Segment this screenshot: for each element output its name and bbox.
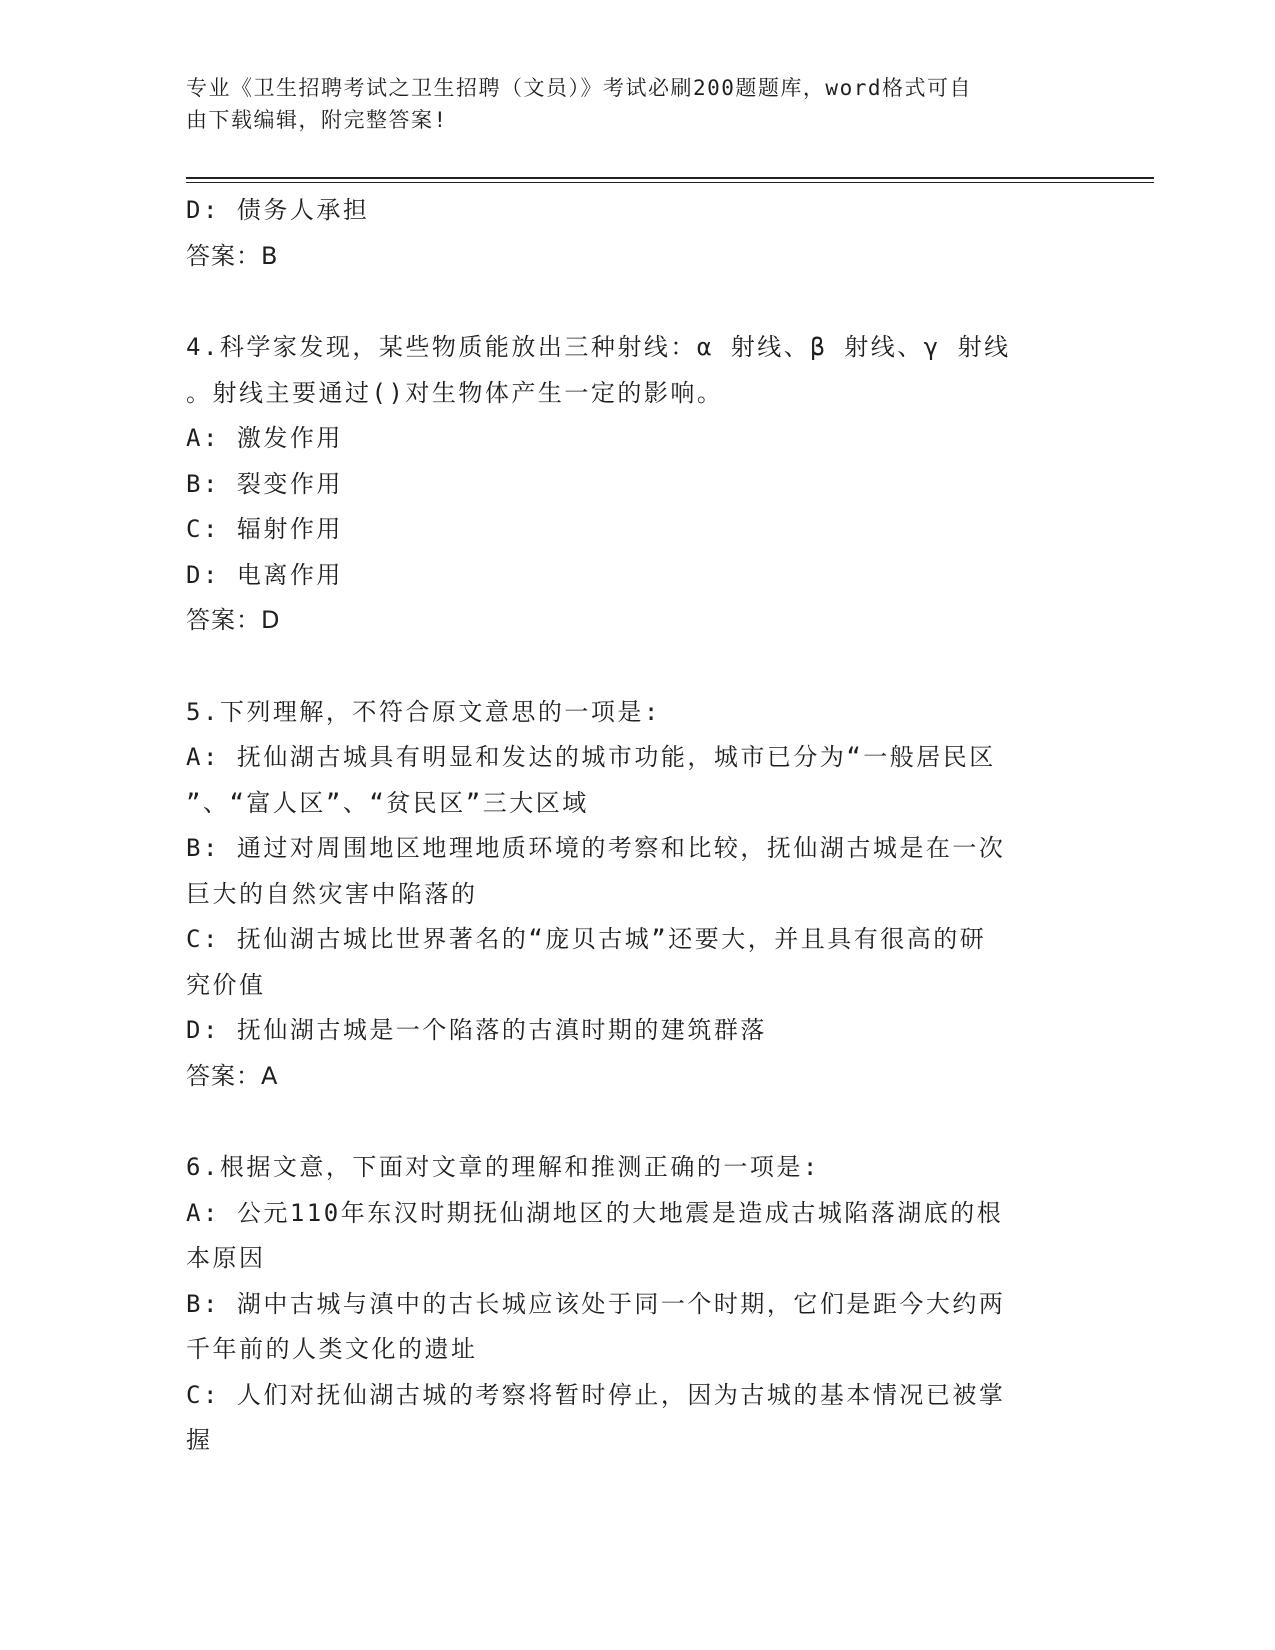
- option-c-continued: 握: [186, 1426, 213, 1454]
- option-a-continued: ”、“富人区”、“贫民区”三大区域: [186, 788, 589, 817]
- option-a-continued: 本原因: [186, 1244, 266, 1272]
- answer: 答案：B: [186, 241, 279, 270]
- question-stem: 4.科学家发现，某些物质能放出三种射线：α 射线、β 射线、γ 射线: [186, 333, 1011, 361]
- answer: 答案：A: [186, 1061, 279, 1090]
- question-6: [186, 1145, 1086, 1464]
- option-c: C: 人们对抚仙湖古城的考察将暂时停止，因为古城的基本情况已被掌: [186, 1380, 1006, 1409]
- answer: 答案：D: [186, 606, 281, 634]
- option-d: D: 债务人承担: [186, 196, 370, 224]
- option-b: B: 湖中古城与滇中的古长城应该处于同一个时期，它们是距今大约两: [186, 1289, 1006, 1318]
- option-c: C: 抚仙湖古城比世界著名的“庞贝古城”还要大，并且具有很高的研: [186, 925, 987, 953]
- option-b-continued: 千年前的人类文化的遗址: [186, 1335, 478, 1363]
- option-a: A: 公元110年东汉时期抚仙湖地区的大地震是造成古城陷落湖底的根: [186, 1198, 1004, 1227]
- option-c-continued: 究价值: [186, 970, 266, 999]
- question-stem: 5.下列理解，不符合原文意思的一项是:: [186, 697, 661, 726]
- option-d: D: 电离作用: [186, 560, 343, 589]
- question-stem: 6.根据文意，下面对文章的理解和推测正确的一项是:: [186, 1153, 820, 1181]
- option-c: C: 辐射作用: [186, 515, 343, 543]
- header-rule-thick: [186, 177, 1154, 179]
- option-d: D: 抚仙湖古城是一个陷落的古滇时期的建筑群落: [186, 1016, 767, 1044]
- header-line-2: 由下载编辑，附完整答案!: [186, 108, 448, 132]
- option-b-continued: 巨大的自然灾害中陷落的: [186, 879, 478, 908]
- option-b: B: 通过对周围地区地理地质环境的考察和比较，抚仙湖古城是在一次: [186, 834, 1006, 862]
- document-body: [186, 188, 1086, 1464]
- document-header: [186, 72, 1076, 136]
- header-line-1: 专业《卫生招聘考试之卫生招聘（文员）》考试必刷200题题库，word格式可自: [186, 76, 972, 100]
- question-4: [186, 325, 1086, 644]
- question-5: [186, 690, 1086, 1100]
- option-a: A: 激发作用: [186, 424, 343, 452]
- header-rule-thin: [186, 182, 1154, 183]
- question-stem: 。射线主要通过()对生物体产生一定的影响。: [186, 378, 724, 407]
- option-b: B: 裂变作用: [186, 469, 343, 498]
- option-a: A: 抚仙湖古城具有明显和发达的城市功能，城市已分为“一般居民区: [186, 743, 996, 771]
